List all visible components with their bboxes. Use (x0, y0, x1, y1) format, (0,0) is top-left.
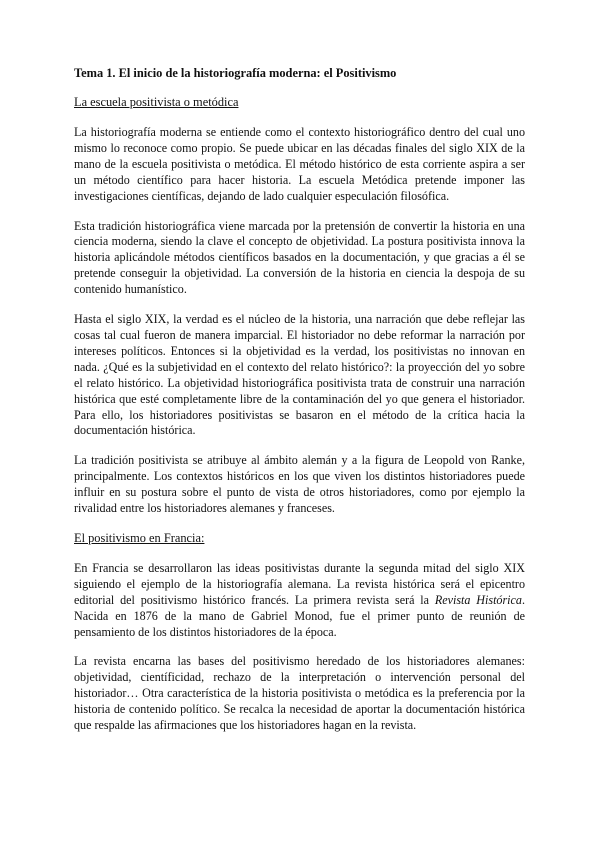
paragraph: Hasta el siglo XIX, la verdad es el núcleo de la historia, una narración que debe reflejar las cosas tal cual fueron de manera imparcial. El historiador no debe reformar la narración por intereses políticos. Entonces si la objetividad es la verdad, los positivistas no innovan en nada. ¿Qué es la subjetividad en el contexto del relato histórico?: la proyección del yo sobre el relato histórico. La objetividad historiográfica positivista trata de construir una narración histórica que esté completamente libre de la contaminación del yo que genera el historiador. Para ello, los historiadores positivistas se basaron en el método de la crítica hacia la documentación histórica. (74, 312, 525, 438)
journal-title-italic: Revista Histórica (434, 592, 522, 607)
paragraph: La tradición positivista se atribuye al ámbito alemán y a la figura de Leopold von Ranke, principalmente. Los contextos históricos en los que viven los distintos historiadores puede influir en su postura sobre el punto de vista de otros historiadores, como por ejemplo la rivalidad entre los historiadores alemanes y franceses. (74, 453, 525, 516)
document-title: Tema 1. El inicio de la historiografía moderna: el Positivismo (74, 66, 397, 80)
section-heading-positivist-school: La escuela positivista o metódica (74, 95, 239, 109)
paragraph: La revista encarna las bases del positivismo heredado de los historiadores alemanes: objetividad, científicidad, rechazo de la interpretación o intervención personal del historiador… Otra característica de la historia positivista o metódica es la preferencia por la historia de contenido político. Se recalca la necesidad de aportar la documentación histórica que respalde las afirmaciones que los historiadores hagan en la revista. (74, 654, 525, 733)
paragraph-text: . Nacida en 1876 de la mano de Gabriel Monod, fue el primer punto de reunión de pensamiento de los distintos historiadores de la época. (74, 592, 525, 639)
paragraph-text: En Francia se desarrollaron las ideas positivistas durante la segunda mitad del siglo XIX siguiendo el ejemplo de la historiografía alemana. La revista histórica será el epicentro editorial del positivismo histórico francés. La primera revista será la (74, 560, 525, 607)
paragraph: Esta tradición historiográfica viene marcada por la pretensión de convertir la historia en una ciencia moderna, siendo la clave el concepto de objetividad. La postura positivista innova la historia aplicándole métodos científicos basados en la documentación, y que gracias a él se pretende conseguir la objetividad. La conversión de la historia en ciencia la despoja de su contenido humanístico. (74, 218, 525, 297)
paragraph: La historiografía moderna se entiende como el contexto historiográfico dentro del cual uno mismo lo reconoce como propio. Se puede ubicar en las décadas finales del siglo XIX de la mano de la escuela positivista o metódica. El método histórico de esta corriente aspira a ser un método científico para hacer historia. La escuela Metódica pretende imponer las investigaciones científicas, dejando de lado cualquier especulación filosófica. (74, 125, 525, 203)
section-heading-france: El positivismo en Francia: (74, 530, 205, 545)
document-page (74, 66, 525, 748)
paragraph-revista (74, 561, 525, 641)
